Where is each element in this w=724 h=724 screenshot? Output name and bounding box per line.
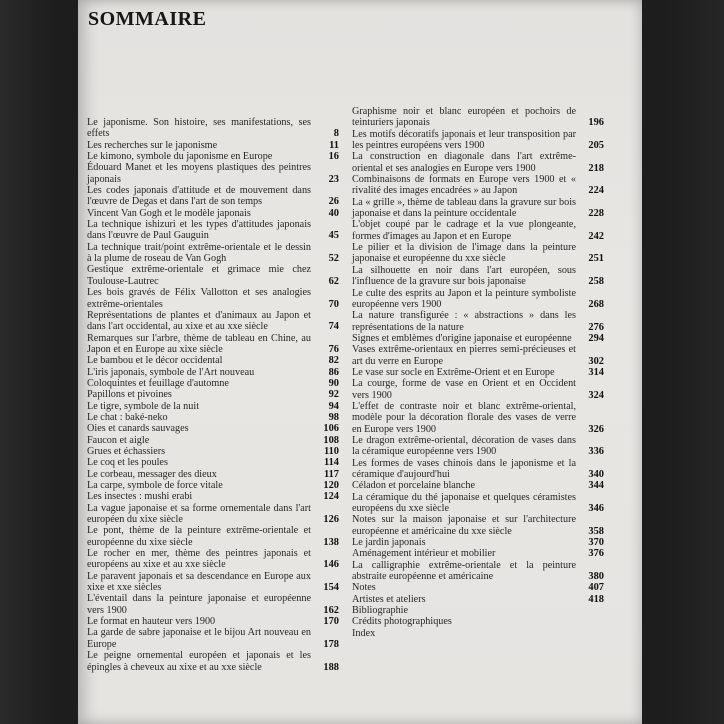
toc-entry-title: Papillons et pivoines [87, 389, 172, 401]
toc-entry-page: 40 [328, 207, 339, 219]
toc-entry [352, 333, 604, 344]
toc-entry-title: Notes sur la maison japonaise et sur l'architecture européenne et américaine du xxe siècle [352, 514, 576, 537]
page-title: SOMMAIRE [88, 8, 207, 30]
toc-entry-title: La céramique du thé japonaise et quelques céramistes européens du xxe siècle [352, 491, 576, 515]
toc-entry-title: Crédits photographiques [352, 616, 452, 628]
toc-entry [352, 106, 604, 129]
toc-entry-title: Le jardin japonais [352, 537, 426, 549]
toc-entry-page: 162 [323, 604, 339, 616]
toc-entry [87, 627, 339, 650]
toc-entry-title: Le culte des esprits au Japon et la peinture symboliste européenne vers 1900 [352, 287, 576, 310]
toc-entry-title: Le bambou et le décor occidental [87, 355, 223, 367]
toc-entry [87, 185, 339, 208]
toc-entry-title: Le japonisme. Son histoire, ses manifestations, ses effets [87, 117, 311, 140]
toc-entry-page: 205 [588, 140, 604, 152]
toc-entry-page: 170 [323, 616, 339, 628]
toc-entry [352, 344, 604, 367]
toc-entry [87, 412, 339, 423]
toc-entry [87, 117, 339, 140]
toc-entry-page: 26 [328, 196, 339, 208]
toc-entry [87, 548, 339, 571]
toc-entry-page: 326 [588, 423, 604, 435]
toc-entry-page: 196 [588, 117, 604, 129]
toc-entry-title: Les bois gravés de Félix Vallotton et ses analogies extrême-orientales [87, 287, 311, 310]
toc-entry-title: La « grille », thème de tableau dans la gravure sur bois japonaise et dans la peinture occidentale [352, 196, 576, 220]
toc-entry [352, 242, 604, 265]
toc-entry-title: Notes [352, 582, 376, 594]
toc-entry-title: Le vase sur socle en Extrême-Orient et en Europe [352, 366, 555, 378]
toc-entry-title: Le dragon extrême-oriental, décoration de vases dans la céramique européenne vers 1900 [352, 434, 576, 458]
toc-entry [87, 151, 339, 162]
toc-entry-title: Le pilier et la division de l'image dans la peinture japonaise et européenne du xxe siècle [352, 242, 576, 265]
toc-entry-page: 242 [588, 230, 604, 242]
toc-entry-page: 114 [323, 457, 339, 469]
toc-entry-title: Oies et canards sauvages [87, 423, 189, 435]
toc-entry [352, 537, 604, 548]
toc-entry-page: 314 [588, 366, 604, 378]
toc-entry [87, 208, 339, 219]
toc-entry [87, 480, 339, 491]
toc-entry-title: La garde de sabre japonaise et le bijou Art nouveau en Europe [87, 627, 311, 650]
toc-entry-title: La courge, forme de vase en Orient et en Occident vers 1900 [352, 378, 576, 401]
toc-entry-page: 188 [323, 661, 339, 673]
toc-entry [87, 650, 339, 673]
toc-entry-page: 94 [328, 400, 339, 412]
toc-entry [87, 389, 339, 400]
toc-entry-title: Les insectes : mushi erabi [87, 491, 193, 503]
toc-entry-title: Vases extrême-orientaux en pierres semi-précieuses et art du verre en Europe [352, 344, 576, 367]
toc-entry-page: 108 [323, 434, 339, 446]
toc-entry-title: Le rocher en mer, thème des peintres japonais et européens au xixe et au xxe siècle [87, 548, 311, 571]
toc-entry [352, 265, 604, 288]
toc-entry [87, 310, 339, 333]
toc-entry-page: 218 [588, 162, 604, 174]
toc-entry-page: 251 [588, 253, 604, 265]
toc-entry-page: 120 [323, 480, 339, 491]
toc-entry-title: Les formes de vases chinois dans le japonisme et la céramique d'aujourd'hui [352, 457, 576, 480]
toc-entry-page: 418 [588, 593, 604, 605]
toc-entry [87, 287, 339, 310]
toc-right-column [352, 106, 604, 639]
toc-entry-page: 294 [588, 332, 604, 344]
toc-entry-title: Le peigne ornemental européen et japonais et les épingles à cheveux au xixe et au xxe siècle [87, 650, 311, 673]
toc-entry [352, 628, 604, 639]
toc-entry-page: 126 [323, 514, 339, 526]
toc-entry [87, 264, 339, 287]
toc-entry-title: Le paravent japonais et sa descendance en Europe aux xixe et xxe siècles [87, 570, 311, 594]
toc-entry [352, 594, 604, 605]
toc-entry-page: 92 [328, 389, 339, 401]
toc-entry-title: Céladon et porcelaine blanche [352, 480, 476, 492]
toc-entry-page: 154 [323, 582, 339, 594]
toc-entry [352, 219, 604, 242]
toc-entry-page: 117 [323, 468, 339, 480]
toc-entry-title: La carpe, symbole de force vitale [87, 480, 223, 491]
toc-entry [87, 219, 339, 242]
toc-entry [352, 288, 604, 311]
toc-entry-page: 336 [588, 446, 604, 458]
toc-entry [352, 197, 604, 220]
toc-entry [352, 151, 604, 174]
toc-entry-page: 82 [328, 355, 339, 367]
toc-entry-title: L'iris japonais, symbole de l'Art nouveau [87, 366, 255, 378]
toc-entry-page: 340 [588, 469, 604, 480]
toc-entry [352, 605, 604, 616]
toc-entry-page: 258 [588, 276, 604, 288]
toc-entry [87, 333, 339, 356]
toc-entry-title: Signes et emblèmes d'origine japonaise et européenne [352, 332, 572, 344]
toc-entry-page: 45 [328, 230, 339, 242]
toc-entry-page: 138 [323, 536, 339, 548]
toc-entry [87, 469, 339, 480]
toc-entry [352, 458, 604, 481]
toc-entry-title: L'objet coupé par le cadrage et la vue plongeante, formes d'images au Japon et en Europe [352, 219, 576, 242]
toc-entry-page: 90 [328, 377, 339, 389]
toc-entry-title: Les codes japonais d'attitude et de mouvement dans l'œuvre de Degas et dans l'art de son temps [87, 185, 311, 208]
toc-entry-title: Le format en hauteur vers 1900 [87, 616, 216, 628]
toc-entry-title: Index [352, 627, 376, 639]
toc-entry-page: 358 [588, 525, 604, 537]
toc-entry-title: Graphisme noir et blanc européen et pochoirs de teinturiers japonais [352, 106, 576, 129]
toc-entry [352, 367, 604, 378]
toc-entry [87, 491, 339, 502]
toc-entry [352, 378, 604, 401]
toc-entry-title: Faucon et aigle [87, 434, 150, 446]
toc-entry-page: 11 [329, 139, 339, 151]
toc-entry-page: 8 [333, 128, 339, 140]
toc-entry-page: 23 [328, 173, 339, 185]
toc-entry-page: 98 [328, 411, 339, 423]
toc-entry-page: 224 [588, 185, 604, 197]
toc-entry-title: Représentations de plantes et d'animaux au Japon et dans l'art occidental, au xixe et au xxe siècle [87, 309, 311, 333]
toc-entry-title: Le tigre, symbole de la nuit [87, 400, 200, 412]
toc-entry-title: Les motifs décoratifs japonais et leur transposition par les peintres européens vers 1900 [352, 128, 576, 152]
toc-entry [352, 174, 604, 197]
toc-entry-title: Artistes et ateliers [352, 593, 426, 605]
toc-entry-page: 344 [588, 480, 604, 492]
toc-entry-page: 407 [588, 582, 604, 594]
toc-entry-title: Le chat : baké-neko [87, 411, 168, 423]
toc-entry [352, 435, 604, 458]
toc-entry-title: Remarques sur l'arbre, thème de tableau en Chine, au Japon et en Europe au xixe siècle [87, 332, 311, 355]
toc-entry-page: 70 [328, 298, 339, 310]
toc-entry-title: La technique trait/point extrême-orientale et le dessin à la plume de roseau de Van Gogh [87, 241, 311, 265]
toc-entry [87, 140, 339, 151]
toc-entry-title: L'éventail dans la peinture japonaise et européenne vers 1900 [87, 593, 311, 616]
toc-entry-title: La nature transfigurée : « abstractions » dans les représentations de la nature [352, 310, 576, 333]
toc-entry-title: Édouard Manet et les moyens plastiques des peintres japonais [87, 162, 311, 185]
toc-entry-title: Coloquintes et feuillage d'automne [87, 377, 229, 389]
toc-entry [87, 616, 339, 627]
toc-entry [352, 480, 604, 491]
toc-entry [87, 423, 339, 434]
toc-entry-title: La calligraphie extrême-orientale et la peinture abstraite européenne et américaine [352, 559, 576, 583]
toc-entry-title: La vague japonaise et sa forme ornementale dans l'art européen du xixe siècle [87, 502, 311, 526]
toc-entry-page: 276 [588, 321, 604, 333]
toc-entry [352, 492, 604, 515]
toc-entry [87, 355, 339, 366]
toc-entry-title: Combinaisons de formats en Europe vers 1900 et « rivalité des images encadrées » au Japon [352, 174, 576, 197]
toc-entry-title: Les recherches sur le japonisme [87, 139, 218, 151]
toc-entry-page: 370 [588, 537, 604, 549]
toc-entry-title: Grues et échassiers [87, 445, 166, 457]
toc-entry-title: Le kimono, symbole du japonisme en Europe [87, 151, 273, 163]
toc-entry [352, 514, 604, 537]
toc-left-column [87, 117, 339, 673]
toc-entry-page: 380 [588, 571, 604, 583]
toc-entry [352, 401, 604, 435]
toc-entry-page: 62 [328, 275, 339, 287]
toc-entry-page: 86 [328, 366, 339, 378]
toc-entry-page: 110 [323, 445, 339, 457]
toc-entry-title: L'effet de contraste noir et blanc extrême-oriental, modèle pour la décoration florale des vases de verre en Europe vers 1900 [352, 400, 576, 435]
toc-entry [352, 582, 604, 593]
toc-entry-page: 268 [588, 298, 604, 310]
toc-entry [87, 367, 339, 378]
toc-entry-title: La silhouette en noir dans l'art européen, sous l'influence de la gravure sur bois japonaise [352, 264, 576, 288]
toc-entry-page: 178 [323, 638, 339, 650]
toc-entry [87, 162, 339, 185]
toc-entry-title: Gestique extrême-orientale et grimace mie chez Toulouse-Lautrec [87, 264, 311, 287]
toc-entry [352, 129, 604, 152]
toc-entry-page: 228 [588, 208, 604, 220]
toc-entry [87, 457, 339, 468]
toc-entry-page: 376 [588, 548, 604, 560]
toc-entry-page: 16 [328, 151, 339, 163]
toc-entry [87, 503, 339, 526]
toc-entry-page: 324 [588, 389, 604, 401]
toc-entry-title: Le coq et les poules [87, 457, 168, 469]
toc-entry [352, 616, 604, 627]
toc-entry-page: 346 [588, 503, 604, 515]
toc-entry-title: La technique ishizuri et les types d'attitudes japonais dans l'œuvre de Paul Gauguin [87, 219, 311, 242]
toc-entry-title: Bibliographie [352, 605, 409, 617]
toc-entry [87, 525, 339, 548]
toc-entry [87, 593, 339, 616]
toc-entry-title: Le corbeau, messager des dieux [87, 468, 217, 480]
toc-entry [87, 435, 339, 446]
toc-entry [87, 242, 339, 265]
toc-entry-page: 124 [323, 491, 339, 503]
toc-entry-page: 74 [328, 321, 339, 333]
toc-entry-page: 146 [323, 559, 339, 571]
toc-entry [87, 571, 339, 594]
toc-entry [352, 310, 604, 333]
toc-entry-page: 302 [588, 355, 604, 367]
toc-entry-page: 76 [328, 343, 339, 355]
toc-entry [87, 446, 339, 457]
toc-entry-title: La construction en diagonale dans l'art extrême-oriental et ses analogies en Europe vers 1900 [352, 151, 576, 174]
toc-entry-title: Le pont, thème de la peinture extrême-orientale et européenne du xixe siècle [87, 525, 311, 548]
toc-entry [87, 378, 339, 389]
toc-entry-page: 52 [328, 253, 339, 265]
toc-entry-page: 106 [323, 423, 339, 435]
toc-entry [87, 401, 339, 412]
toc-entry [352, 560, 604, 583]
toc-entry-title: Vincent Van Gogh et le modèle japonais [87, 207, 251, 219]
toc-entry [352, 548, 604, 559]
toc-entry-title: Aménagement intérieur et mobilier [352, 548, 496, 560]
